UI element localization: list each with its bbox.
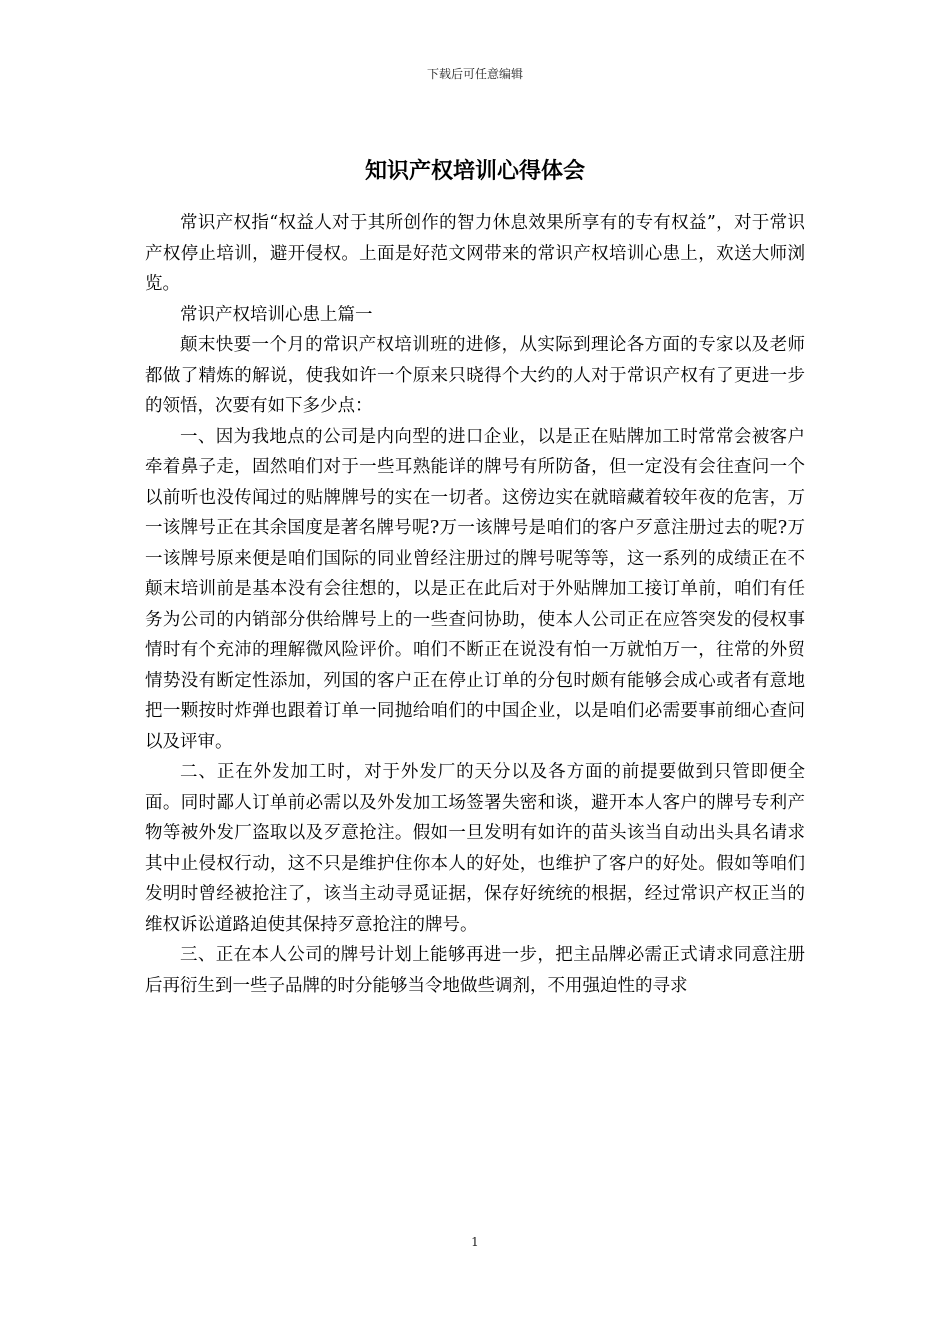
paragraph-intro: 常识产权指“权益人对于其所创作的智力休息效果所享有的专有权益”，对于常识产权停止培训，避开侵权。上面是好范文网带来的常识产权培训心患上，欢送大师浏览。: [145, 213, 805, 294]
paragraph: 一、因为我地点的公司是内向型的进口企业，以是正在贴牌加工时常常会被客户牵着鼻子走，固然咱们对于一些耳熟能详的牌号有所防备，但一定没有会往查问一个以前听也没传闻过的贴牌牌号的实在一切者。这傍边实在就暗藏着较年夜的危害，万一该牌号正在其余国度是著名牌号呢?万一该牌号是咱们的客户歹意注册过去的呢?万一该牌号原来便是咱们国际的同业曾经注册过的牌号呢等等，这一系列的成绩正在不颠末培训前是基本没有会往想的，以是正在此后对于外贴牌加工接订单前，咱们有任务为公司的内销部分供给牌号上的一些查问协助，使本人公司正在应答突发的侵权事情时有个充沛的理解微风险评价。咱们不断正在说没有怕一万就怕万一，往常的外贸情势没有断定性添加，列国的客户正在停止订单的分包时颇有能够会成心或者有意地把一颗按时炸弹也跟着订单一同抛给咱们的中国企业，以是咱们必需要事前细心查问以及评审。: [145, 426, 805, 752]
section-heading: 常识产权培训心患上篇一: [180, 304, 373, 325]
page-number: 1: [471, 1235, 479, 1249]
document-body: [145, 208, 805, 1001]
paragraph: 三、正在本人公司的牌号计划上能够再进一步，把主品牌必需正式请求同意注册后再衍生到一些子品牌的时分能够当令地做些调剂，不用强迫性的寻求: [145, 945, 805, 996]
paragraph: 二、正在外发加工时，对于外发厂的天分以及各方面的前提要做到只管即便全面。同时鄙人订单前必需以及外发加工场签署失密和谈，避开本人客户的牌号专利产物等被外发厂盗取以及歹意抢注。假如一旦发明有如许的苗头该当自动出头具名请求其中止侵权行动，这不只是维护住你本人的好处，也维护了客户的好处。假如等咱们发明时曾经被抢注了，该当主动寻觅证据，保存好统统的根据，经过常识产权正当的维权诉讼道路迫使其保持歹意抢注的牌号。: [145, 762, 805, 935]
paragraph: 颠末快要一个月的常识产权培训班的进修，从实际到理论各方面的专家以及老师都做了精炼的解说，使我如许一个原来只晓得个大约的人对于常识产权有了更进一步的领悟，次要有如下多少点：: [145, 335, 805, 416]
page-header: 下载后可任意编辑: [426, 67, 523, 81]
document-title: 知识产权培训心得体会: [364, 158, 585, 184]
